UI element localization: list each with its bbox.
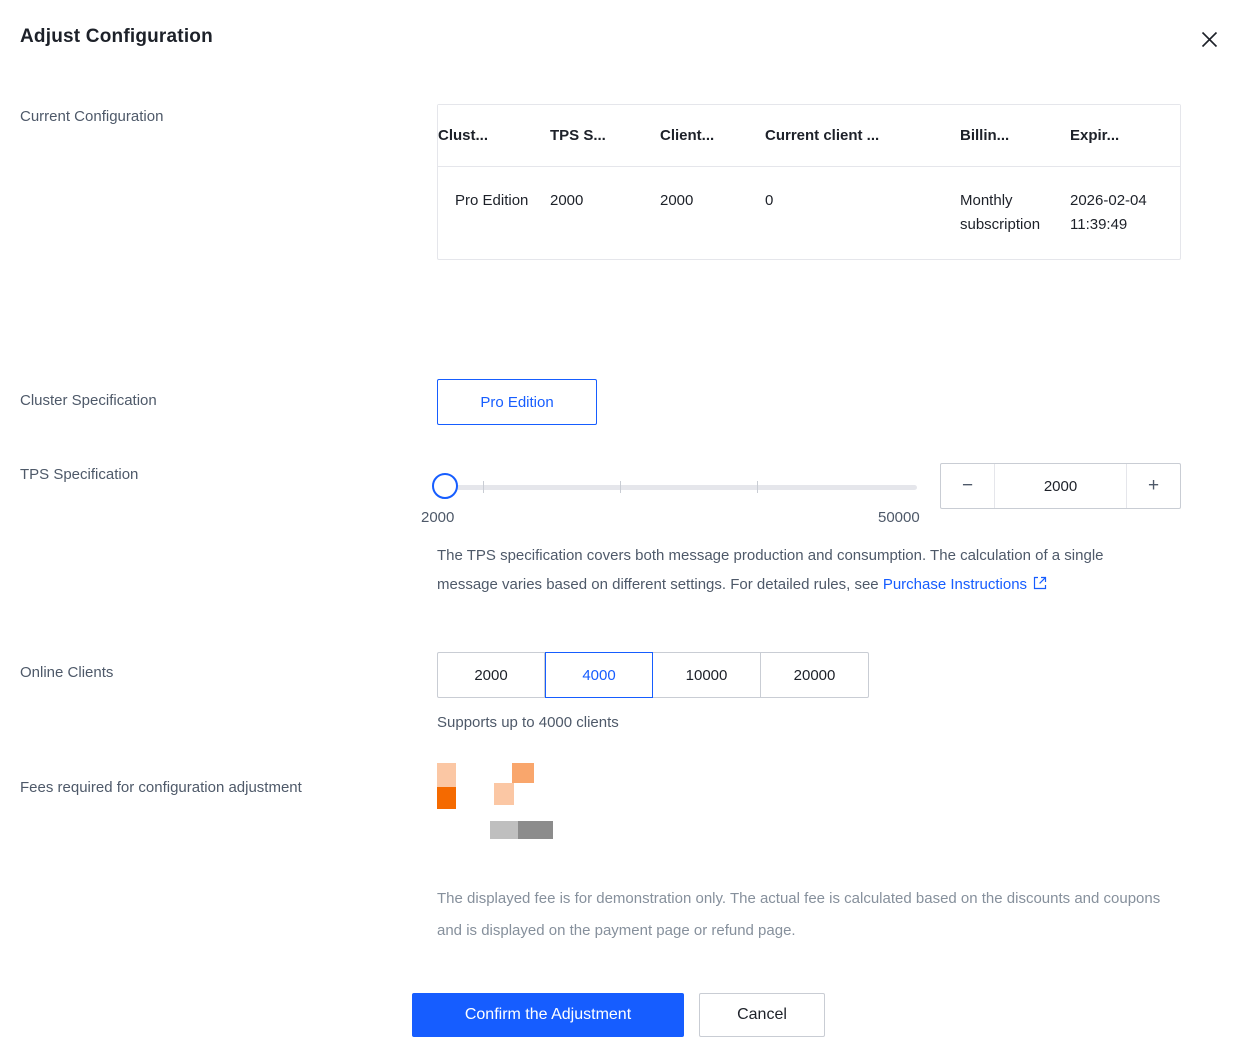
close-icon[interactable] (1196, 26, 1222, 52)
tps-slider-tick (620, 481, 621, 493)
table-header-cell: Billin... (960, 127, 1010, 144)
table-cell-billing: Monthly subscription (960, 192, 1041, 233)
current-configuration-table (437, 104, 1181, 260)
tps-slider-track[interactable] (445, 485, 917, 490)
online-clients-note: Supports up to 4000 clients (437, 714, 619, 731)
table-header-cell: Client... (660, 127, 715, 144)
tps-specification-label: TPS Specification (20, 466, 139, 483)
fee-disclaimer: The displayed fee is for demonstration only. The actual fee is calculated based on the discounts and coupons and is displayed on the payment page or refund page. (437, 890, 1161, 939)
cluster-specification-label: Cluster Specification (20, 392, 157, 409)
table-cell-current-clients: 0 (765, 192, 774, 209)
fee-block (437, 763, 456, 787)
online-clients-option-4000[interactable]: 4000 (545, 652, 653, 698)
tps-value-input[interactable]: 2000 (1043, 477, 1078, 495)
online-clients-option-10000[interactable]: 10000 (653, 652, 761, 698)
table-header-cell: TPS S... (550, 127, 606, 144)
table-cell-expiration: 2026-02-04 11:39:49 (1070, 192, 1147, 233)
fee-block (437, 787, 456, 809)
fee-block (494, 783, 514, 805)
table-cell-cluster-spec: Pro Edition (455, 192, 529, 209)
table-header-cell: Clust... (438, 127, 489, 144)
tps-slider-tick (757, 481, 758, 493)
cancel-button[interactable]: Cancel (699, 993, 825, 1037)
tps-slider[interactable] (430, 470, 924, 504)
fee-amount-placeholder (428, 763, 728, 853)
confirm-adjustment-button[interactable]: Confirm the Adjustment (412, 993, 684, 1037)
table-header-cell: Expir... (1070, 127, 1120, 144)
cluster-spec-option-pro-edition[interactable]: Pro Edition (437, 379, 597, 425)
fee-block (490, 821, 518, 839)
fee-block (512, 763, 534, 783)
table-header-row (438, 105, 1180, 167)
table-header-cell: Current client ... (765, 127, 880, 144)
online-clients-option-2000[interactable]: 2000 (437, 652, 545, 698)
external-link-icon (1033, 571, 1047, 600)
online-clients-label: Online Clients (20, 664, 114, 681)
online-clients-options (437, 652, 869, 698)
tps-increment-button[interactable]: + (1126, 464, 1180, 508)
online-clients-option-20000[interactable]: 20000 (761, 652, 869, 698)
fee-block (518, 821, 553, 839)
table-row (438, 167, 1180, 259)
tps-slider-min-label: 2000 (421, 509, 455, 526)
tps-description-text: The TPS specification covers both message production and consumption. The calculation of a single message varies based on different settings. For detailed rules, see (437, 547, 1104, 593)
tps-stepper[interactable] (940, 463, 1181, 509)
tps-description (437, 541, 1159, 600)
tps-slider-max-label: 50000 (878, 509, 920, 526)
table-cell-clients: 2000 (660, 192, 694, 209)
tps-decrement-button[interactable]: − (941, 464, 995, 508)
fees-label: Fees required for configuration adjustment (20, 779, 302, 796)
table-cell-tps-spec: 2000 (550, 192, 584, 209)
tps-slider-thumb[interactable] (432, 473, 458, 499)
current-configuration-label: Current Configuration (20, 108, 164, 125)
page-title: Adjust Configuration (20, 26, 213, 47)
tps-slider-tick (483, 481, 484, 493)
purchase-instructions-link[interactable]: Purchase Instructions (882, 576, 1028, 593)
